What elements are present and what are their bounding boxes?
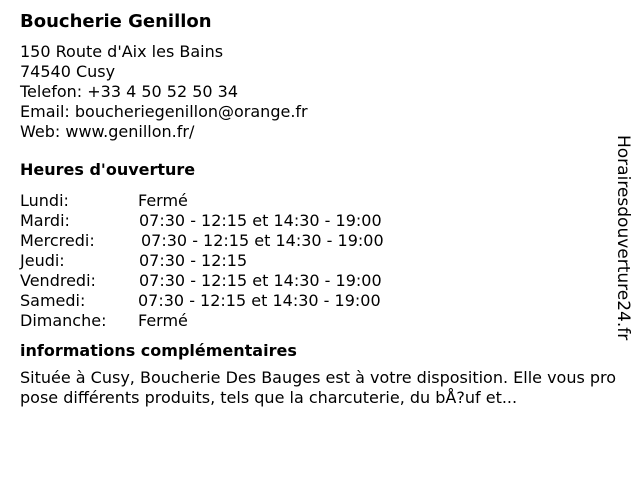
info-heading: informations complémentaires xyxy=(20,341,297,360)
web-line: Web: www.genillon.fr/ xyxy=(20,122,195,141)
business-card xyxy=(20,10,620,408)
time-value: Fermé xyxy=(138,311,188,330)
hours-row-mardi xyxy=(20,211,620,231)
day-label: Mardi: xyxy=(20,211,70,230)
hours-row-mercredi xyxy=(20,231,620,251)
email-line: Email: boucheriegenillon@orange.fr xyxy=(20,102,308,121)
time-value: 07:30 - 12:15 et 14:30 - 19:00 xyxy=(138,291,381,310)
time-value: 07:30 - 12:15 et 14:30 - 19:00 xyxy=(139,211,382,230)
hours-heading: Heures d'ouverture xyxy=(20,160,196,179)
time-value: 07:30 - 12:15 xyxy=(139,251,248,270)
day-label: Samedi: xyxy=(20,291,86,310)
day-label: Mercredi: xyxy=(20,231,95,250)
hours-row-samedi xyxy=(20,291,620,311)
address-block xyxy=(20,42,620,142)
time-value: 07:30 - 12:15 et 14:30 - 19:00 xyxy=(141,231,384,250)
hours-row-jeudi xyxy=(20,251,620,271)
address-city: 74540 Cusy xyxy=(20,62,116,81)
time-value: 07:30 - 12:15 et 14:30 - 19:00 xyxy=(139,271,382,290)
hours-row-lundi xyxy=(20,191,620,211)
address-street: 150 Route d'Aix les Bains xyxy=(20,42,224,61)
phone-line: Telefon: +33 4 50 52 50 34 xyxy=(20,82,239,101)
day-label: Jeudi: xyxy=(20,251,65,270)
side-brand-watermark: Horairesdouverture24.fr xyxy=(613,135,633,341)
info-description: Située à Cusy, Boucherie Des Bauges est à votre disposition. Elle vous propose différents produits, tels que la charcuterie, du bÅ?uf et... xyxy=(20,368,617,407)
day-label: Lundi: xyxy=(20,191,69,210)
hours-row-vendredi xyxy=(20,271,620,291)
day-label: Dimanche: xyxy=(20,311,107,330)
day-label: Vendredi: xyxy=(20,271,96,290)
business-name: Boucherie Genillon xyxy=(20,11,212,32)
hours-row-dimanche xyxy=(20,311,620,331)
hours-table xyxy=(20,191,620,331)
time-value: Fermé xyxy=(138,191,188,210)
